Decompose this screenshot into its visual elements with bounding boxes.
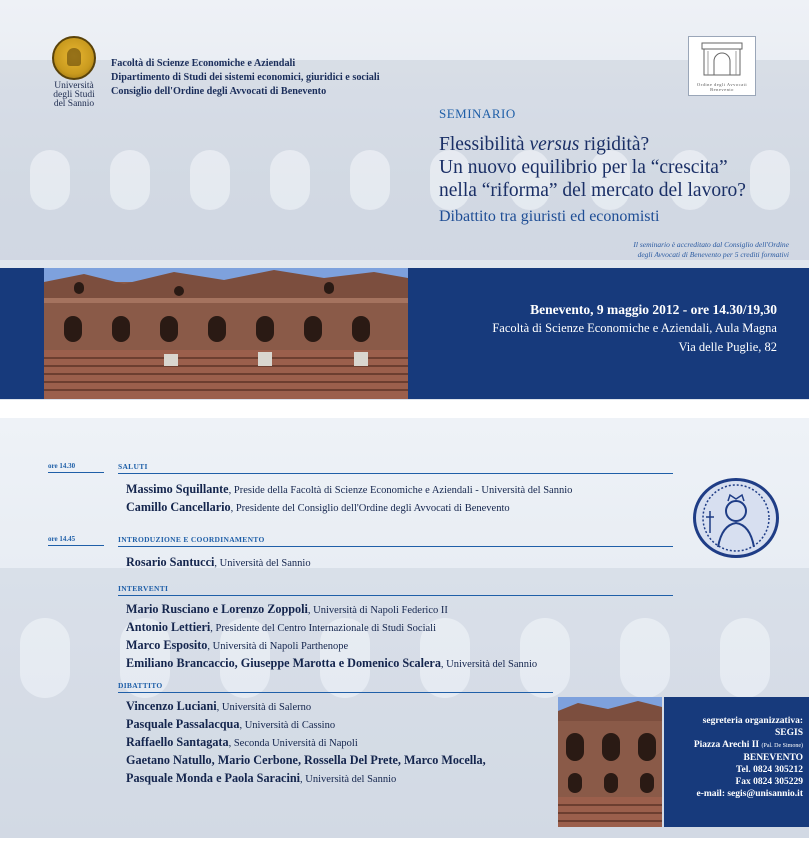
speaker-entry <box>126 771 396 786</box>
speaker-name: Massimo Squillante <box>126 482 229 496</box>
event-address: Via delle Puglie, 82 <box>678 340 777 354</box>
speaker-affiliation: , Università di Cassino <box>239 720 336 731</box>
theatre-arches-image <box>558 697 662 827</box>
contact-street: Piazza Arechi II <box>693 740 760 750</box>
contact-title: segreteria organizzativa: <box>702 716 803 726</box>
speaker-affiliation: , Presidente del Centro Internazionale di Studi Sociali <box>210 623 436 634</box>
time-slot: ore 14.30 <box>48 462 104 473</box>
speaker-affiliation: , Università di Napoli Federico II <box>307 605 448 616</box>
bar-council-logo-text: Ordine degli Avvocati <box>696 82 748 87</box>
speaker-entry <box>126 699 311 714</box>
speaker-entry <box>126 620 436 635</box>
arch-of-trajan-icon <box>700 41 744 77</box>
speaker-name: Rosario Santucci <box>126 555 215 569</box>
institution-bar-council: Consiglio dell'Ordine degli Avvocati di Benevento <box>111 86 327 97</box>
bar-council-logo-text: Benevento <box>710 87 734 92</box>
speaker-entry <box>126 602 448 617</box>
accreditation-note <box>509 240 789 260</box>
speaker-name: Mario Rusciano e Lorenzo Zoppoli <box>126 602 308 616</box>
contact-box <box>664 697 809 827</box>
speaker-entry <box>126 753 486 768</box>
title-italic-text: versus <box>529 134 580 155</box>
university-name-line: del Sannio <box>53 99 95 109</box>
speaker-affiliation: , Università di Salerno <box>216 702 312 713</box>
institution-department: Dipartimento di Studi dei sistemi economici, giuridici e sociali <box>111 72 380 83</box>
time-slot: ore 14.45 <box>48 535 104 546</box>
title-line-2: Un nuovo equilibrio per la “crescita” <box>439 157 728 178</box>
contact-email[interactable]: e-mail: segis@unisannio.it <box>696 789 803 799</box>
speaker-entry <box>126 656 537 671</box>
speaker-affiliation: , Presidente del Consiglio dell'Ordine degli Avvocati di Benevento <box>230 503 510 514</box>
accreditation-line: Il seminario è accreditato dal Consiglio dell'Ordine <box>633 240 789 249</box>
seminar-title <box>439 133 746 202</box>
university-seal-icon <box>52 36 96 80</box>
institution-faculty: Facoltà di Scienze Economiche e Aziendali <box>111 58 296 69</box>
speaker-name: Pasquale Monda e Paola Saracini <box>126 771 301 785</box>
speaker-affiliation: , Università di Napoli Parthenope <box>207 641 349 652</box>
theatre-arches-photo <box>558 697 662 827</box>
seminar-label: SEMINARIO <box>439 106 516 121</box>
contact-address <box>664 739 803 752</box>
bar-council-logo <box>688 36 756 96</box>
title-line-3: nella “riforma” del mercato del lavoro? <box>439 180 746 201</box>
speaker-entry <box>126 555 311 570</box>
title-line-1 <box>439 133 746 156</box>
section-heading-interventi: INTERVENTI <box>118 584 169 593</box>
speaker-name: Pasquale Passalacqua <box>126 717 240 731</box>
speaker-name: Gaetano Natullo, Mario Cerbone, Rossella Del Prete, Marco Mocella, <box>126 753 486 767</box>
section-divider <box>118 546 673 547</box>
event-details <box>492 300 777 357</box>
speaker-entry <box>126 735 358 750</box>
organizing-institutions <box>111 57 380 99</box>
accreditation-line: degli Avvocati di Benevento per 5 crediti formativi <box>637 250 789 259</box>
section-divider <box>118 473 673 474</box>
section-divider <box>118 595 673 596</box>
speaker-affiliation: , Università del Sannio <box>440 659 538 670</box>
speaker-affiliation: , Università del Sannio <box>300 774 397 785</box>
speaker-entry <box>126 500 510 515</box>
section-heading-introduzione: INTRODUZIONE E COORDINAMENTO <box>118 535 265 544</box>
section-divider <box>118 692 553 693</box>
speaker-entry <box>126 717 335 732</box>
speaker-name: Antonio Lettieri <box>126 620 211 634</box>
speaker-name: Camillo Cancellario <box>126 500 231 514</box>
contact-fax: Fax 0824 305229 <box>735 777 803 787</box>
seminar-subtitle: Dibattito tra giuristi ed economisti <box>439 208 660 225</box>
speaker-name: Vincenzo Luciani <box>126 699 217 713</box>
title-text: Flessibilità <box>439 134 530 155</box>
flyer-top-panel <box>0 0 809 400</box>
speaker-affiliation: , Università del Sannio <box>214 558 311 569</box>
title-text: rigidità? <box>579 134 650 155</box>
section-heading-dibattito: DIBATTITO <box>118 681 163 690</box>
contact-city: BENEVENTO <box>743 753 803 763</box>
coin-portrait-icon <box>696 481 776 555</box>
speaker-affiliation: , Preside della Facoltà di Scienze Economiche e Aziendali - Università del Sannio <box>228 485 573 496</box>
section-heading-saluti: SALUTI <box>118 462 148 471</box>
roman-theatre-image <box>44 268 408 399</box>
university-name-line: degli Studi <box>53 90 95 100</box>
event-date-time: Benevento, 9 maggio 2012 - ore 14.30/19,30 <box>530 302 777 317</box>
roman-theatre-photo <box>44 268 408 399</box>
university-name-line: Università <box>54 81 94 91</box>
speaker-entry <box>126 482 572 497</box>
speaker-name: Emiliano Brancaccio, Giuseppe Marotta e Domenico Scalera <box>126 656 441 670</box>
contact-tel: Tel. 0824 305212 <box>736 765 803 775</box>
contact-address-note: (Pal. De Simone) <box>761 743 803 749</box>
speaker-name: Raffaello Santagata <box>126 735 229 749</box>
university-logo <box>48 36 100 109</box>
coin-medallion-icon <box>693 478 779 558</box>
contact-org: SEGIS <box>775 728 803 738</box>
speaker-name: Marco Esposito <box>126 638 208 652</box>
event-venue: Facoltà di Scienze Economiche e Aziendali, Aula Magna <box>492 321 777 335</box>
speaker-affiliation: , Seconda Università di Napoli <box>228 738 358 749</box>
speaker-entry <box>126 638 348 653</box>
